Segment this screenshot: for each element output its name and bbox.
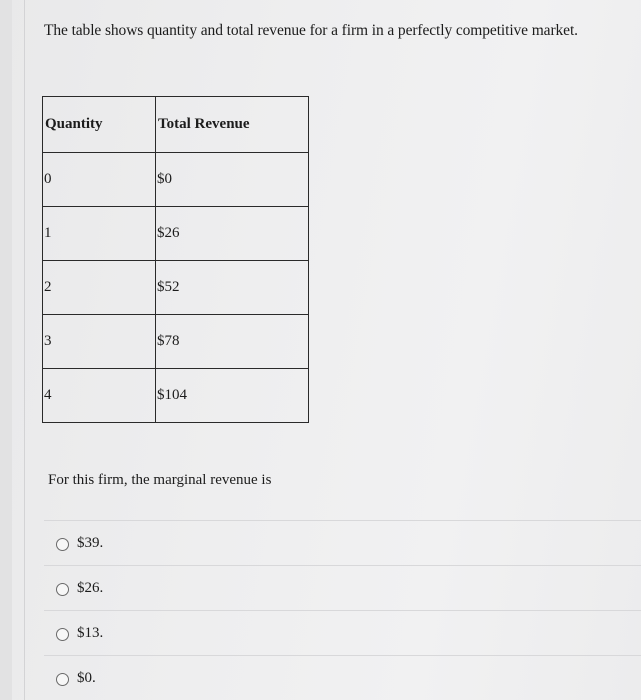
option-label[interactable]: $39. (77, 535, 104, 551)
question-prompt: For this firm, the marginal revenue is (48, 472, 272, 488)
answer-option-26[interactable] (44, 565, 641, 610)
quantity-cell: 4 (43, 369, 156, 423)
page-left-rule (24, 0, 25, 700)
revenue-cell: $52 (156, 261, 309, 315)
radio-button[interactable] (56, 538, 69, 551)
revenue-table (42, 96, 309, 423)
revenue-cell: $26 (156, 207, 309, 261)
answer-option-0[interactable] (44, 655, 641, 700)
revenue-cell: $78 (156, 315, 309, 369)
quantity-cell: 3 (43, 315, 156, 369)
table-row (43, 261, 309, 315)
table-row (43, 369, 309, 423)
option-label[interactable]: $0. (77, 670, 96, 686)
question-text: The table shows quantity and total revenue for a firm in a perfectly competitive market. (44, 22, 578, 39)
answer-options (44, 520, 641, 700)
answer-option-39[interactable] (44, 520, 641, 565)
quantity-cell: 0 (43, 153, 156, 207)
table-row (43, 315, 309, 369)
option-label[interactable]: $13. (77, 625, 104, 641)
option-label[interactable]: $26. (77, 580, 104, 596)
table-header-row (43, 97, 309, 153)
page-left-margin (0, 0, 12, 700)
table-row (43, 153, 309, 207)
answer-option-13[interactable] (44, 610, 641, 655)
revenue-cell: $0 (156, 153, 309, 207)
radio-button[interactable] (56, 583, 69, 596)
radio-button[interactable] (56, 673, 69, 686)
quantity-cell: 2 (43, 261, 156, 315)
header-total-revenue: Total Revenue (156, 97, 309, 153)
revenue-cell: $104 (156, 369, 309, 423)
table-row (43, 207, 309, 261)
quantity-cell: 1 (43, 207, 156, 261)
header-quantity: Quantity (43, 97, 156, 153)
radio-button[interactable] (56, 628, 69, 641)
